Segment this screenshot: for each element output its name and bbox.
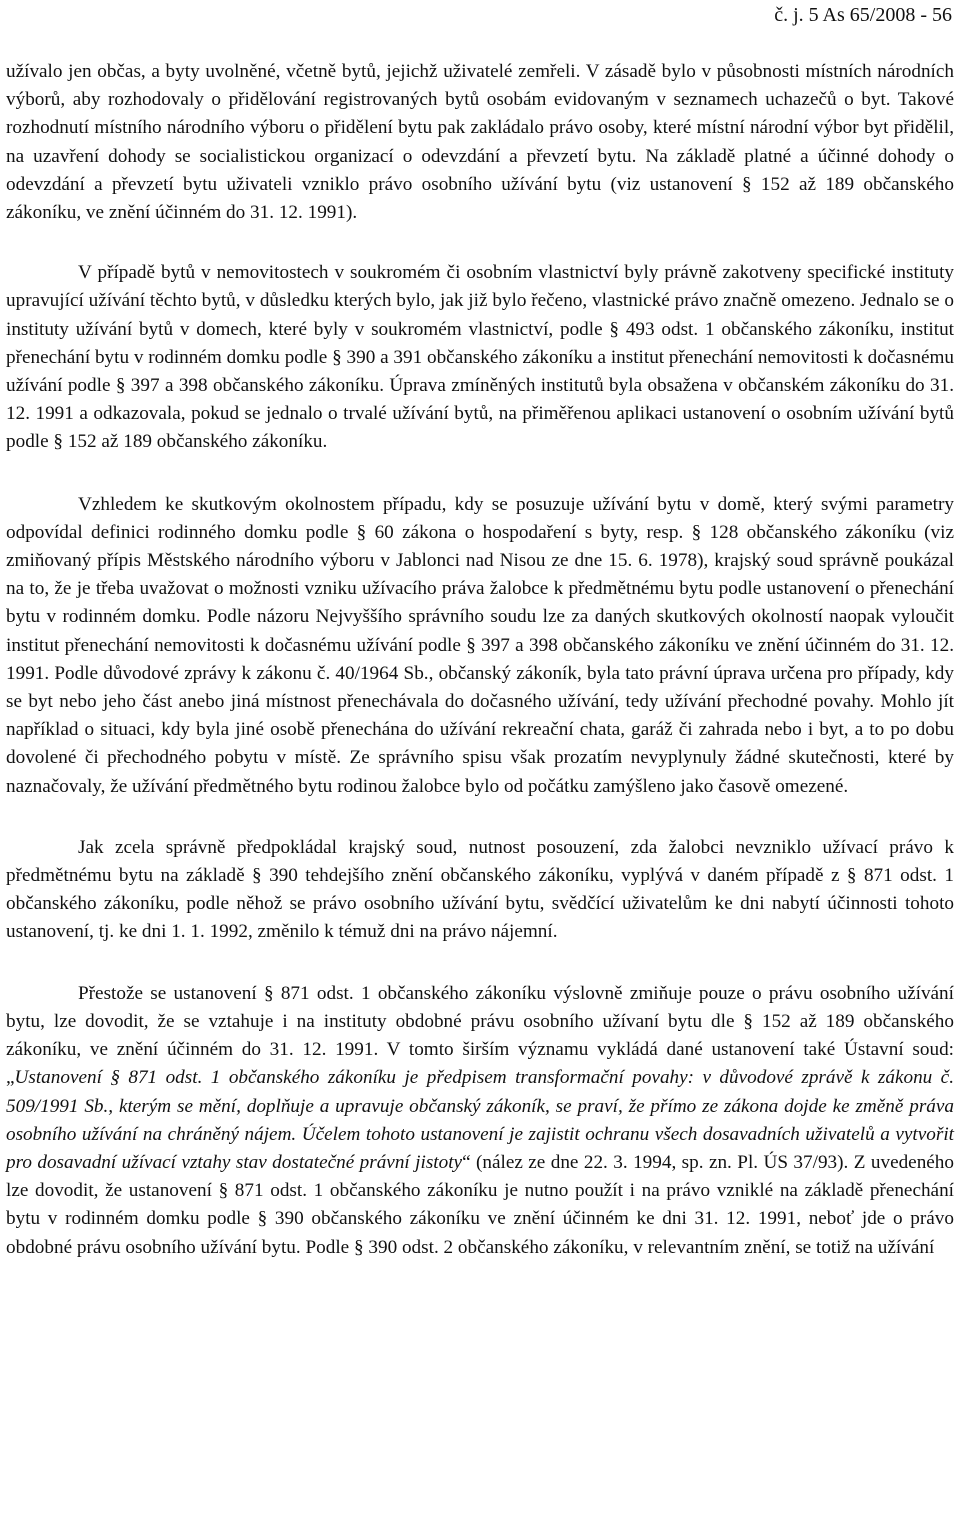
paragraph-5: Přestože se ustanovení § 871 odst. 1 občanského zákoníku výslovně zmiňuje pouze o právu osobního užívání bytu, lze dovodit, že se vztahuje i na instituty obdobné právu osobního užívaní bytu dle § 152 až 189 občanského zákoníku, ve znění účinném do 31. 12. 1991. V tomto širším významu vykládá dané ustanovení také Ústavní soud: „Ustanovení § 871 odst. 1 občanského zákoníku je předpisem transformační povahy: v důvodové zprávě k zákonu č. 509/1991 Sb., kterým se mění, doplňuje a upravuje občanský zákoník, se praví, že přímo ze zákona dojde ke změně práva osobního užívání na chráněný nájem. Účelem tohoto ustanovení je zajistit ochranu všech dosavadních uživatelů a vytvořit pro dosavadní užívací vztahy stav dostatečné právní jistoty“ (nález ze dne 22. 3. 1994, sp. zn. Pl. ÚS 37/93). Z uvedeného lze dovodit, že ustanovení § 871 odst. 1 občanského zákoníku je nutno použít i na právo vzniklé na základě přenechání bytu v rodinném domku podle § 390 občanského zákoníku ve znění účinném ke dni 31. 12. 1991, neboť jde o právo obdobné právu osobního užívání bytu. Podle § 390 odst. 2 občanského zákoníku, v relevantním znění, se totiž na užívání (6, 982, 954, 1258)
paragraph-2: V případě bytů v nemovitostech v soukromém či osobním vlastnictví byly právně zakotveny specifické instituty upravující užívání těchto bytů, v důsledku kterých bylo, jak již bylo řečeno, vlastnické právo značně omezeno. Jednalo se o instituty užívání bytů v domech, které byly v soukromém vlastnictví, podle § 493 odst. 1 občanského zákoníku, institut přenechání bytu v rodinném domku podle § 390 a 391 občanského zákoníku a institut přenechání nemovitosti k dočasnému užívání podle § 397 a 398 občanského zákoníku. Úprava zmíněných institutů byla obsažena v občanském zákoníku do 31. 12. 1991 a odkazovala, pokud se jednalo o trvalé užívání bytů, na přiměřenou aplikaci ustanovení o osobním užívání bytů podle § 152 až 189 občanského zákoníku. (6, 262, 954, 453)
paragraph-1: užívalo jen občas, a byty uvolněné, včetně bytů, jejichž uživatelé zemřeli. V zásadě bylo v působnosti místních národních výborů, aby rozhodovaly o přidělování registrovaných bytů osobám evidovaným v seznamech uchazečů o byt. Takové rozhodnutí místního národního výboru o přidělení bytu pak zakládalo právo osoby, které místní národní výbor byt přidělil, na uzavření dohody se socialistickou organizací o odevzdání a převzetí bytu. Na základě platné a účinné dohody o odevzdání a převzetí bytu uživateli vzniklo právo osobního užívání bytu (viz ustanovení § 152 až 189 občanského zákoníku, ve znění účinném do 31. 12. 1991). (6, 61, 954, 224)
case-number-header: č. j. 5 As 65/2008 - 56 (774, 4, 952, 26)
paragraph-3: Vzhledem ke skutkovým okolnostem případu, kdy se posuzuje užívání bytu v domě, který svými parametry odpovídal definici rodinného domku podle § 60 zákona o hospodaření s byty, resp. § 128 občanského zákoníku (viz zmiňovaný přípis Městského národního výboru v Jablonci nad Nisou ze dne 15. 6. 1978), krajský soud správně poukázal na to, že je třeba uvažovat o možnosti vzniku užívacího práva žalobce k předmětnému bytu podle ustanovení o přenechání bytu v rodinném domku. Podle názoru Nejvyššího správního soudu lze za daných skutkových okolností naopak vyloučit institut přenechání nemovitosti k dočasnému užívání podle § 397 a 398 občanského zákoníku ve znění účinném do 31. 12. 1991. Podle důvodové zprávy k zákonu č. 40/1964 Sb., občanský zákoník, byla tato právní úprava určena pro případy, kdy se byt nebo jeho část anebo jiná místnost přenechávala do dočasného užívání, tedy užívání přechodné povahy. Mohlo jít například o situaci, kdy byla jiné osobě přenechána do užívání rekreační chata, garáž či zahrada nebo i byt, a to po dobu dovolené či přechodného pobytu v místě. Ze správního spisu však prozatím nevyplynuly žádné skutečnosti, které by naznačovaly, že užívání předmětného bytu rodinou žalobce bylo od počátku zamýšleno jako časově omezené. (6, 493, 954, 797)
paragraph-4: Jak zcela správně předpokládal krajský soud, nutnost posouzení, zda žalobci nevzniklo užívací právo k předmětnému bytu na základě § 390 tehdejšího znění občanského zákoníku, vyplývá v daném případě z § 871 odst. 1 občanského zákoníku, podle něhož se právo osobního užívání bytu, svědčící uživatelům ke dni nabytí účinnosti tohoto ustanovení, tj. ke dni 1. 1. 1992, změnilo k témuž dni na právo nájemní. (6, 836, 954, 943)
